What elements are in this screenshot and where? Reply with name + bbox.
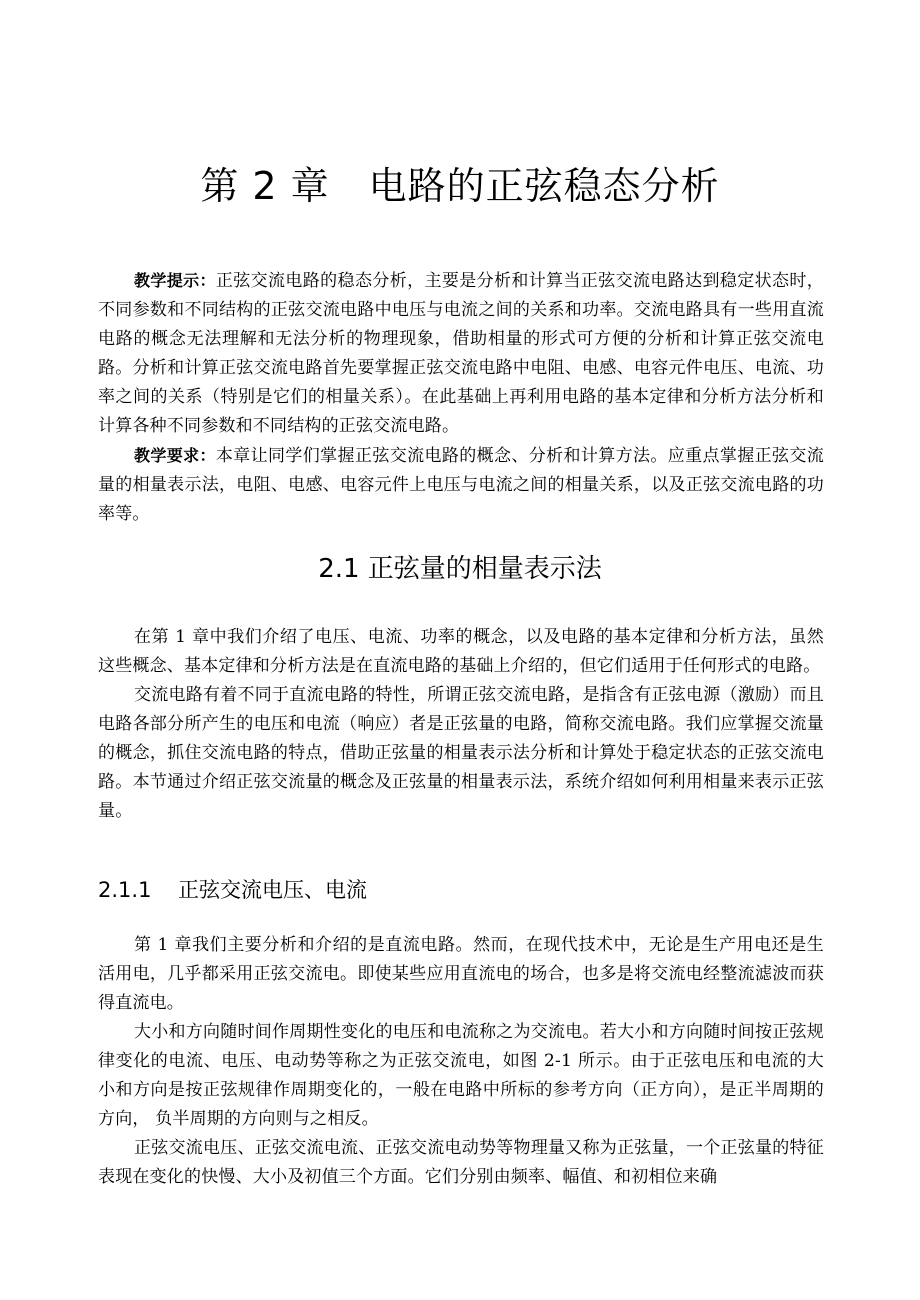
section-2-1-paragraph: 交流电路有着不同于直流电路的特性，所谓正弦交流电路，是指含有正弦电源（激励）而且电路各部分所产生的电压和电流（响应）者是正弦量的电路，简称交流电路。我们应掌握交流量的概念，抓住交流电路的特点，借助正弦量的相量表示法分析和计算处于稳定状态的正弦交流电路。本节通过介绍正弦交流量的概念及正弦量的相量表示法，系统介绍如何利用相量来表示正弦量。 [98,685,824,821]
section-2-1-1-body [98,931,824,1192]
section-2-1-1-paragraph: 第 1 章我们主要分析和介绍的是直流电路。然而，在现代技术中，无论是生产用电还是生活用电，几乎都采用正弦交流电。即使某些应用直流电的场合，也多是将交流电经整流滤波而获得直流电。 [98,935,824,1013]
section-2-1-body [98,623,824,826]
intro-block [98,266,824,529]
subsection-number: 2.1.1 [98,878,152,902]
subsection-heading-text: 正弦交流电压、电流 [178,878,367,902]
teaching-requirement-label: 教学要求： [134,446,216,465]
teaching-hint-text: 正弦交流电路的稳态分析，主要是分析和计算当正弦交流电路达到稳定状态时，不同参数和不同结构的正弦交流电路中电压与电流之间的关系和功率。交流电路具有一些用直流电路的概念无法理解和无法分析的物理现象，借助相量的形式可方便的分析和计算正弦交流电路。分析和计算正弦交流电路首先要掌握正弦交流电路中电阻、电感、电容元件电压、电流、功率之间的关系（特别是它们的相量关系）。在此基础上再利用电路的基本定律和分析方法分析和计算各种不同参数和不同结构的正弦交流电路。 [98,271,824,436]
section-2-1-1-paragraph: 大小和方向随时间作周期性变化的电压和电流称之为交流电。若大小和方向随时间按正弦规律变化的电流、电压、电动势等称之为正弦交流电，如图 2-1 所示。由于正弦电压和电流的大小和方向是按正弦规律作周期变化的，一般在电路中所标的参考方向（正方向），是正半周期的方向， 负半周期的方向则与之相反。 [98,1022,824,1129]
section-2-1-1-paragraph: 正弦交流电压、正弦交流电流、正弦交流电动势等物理量又称为正弦量，一个正弦量的特征表现在变化的快慢、大小及初值三个方面。它们分别由频率、幅值、和初相位来确 [98,1138,824,1187]
teaching-requirement-paragraph [98,441,824,529]
section-2-1-paragraph: 在第 1 章中我们介绍了电压、电流、功率的概念，以及电路的基本定律和分析方法，虽然这些概念、基本定律和分析方法是在直流电路的基础上介绍的，但它们适用于任何形式的电路。 [98,627,824,676]
teaching-hint-label: 教学提示： [134,271,216,290]
section-title-2-1: 2.1 正弦量的相量表示法 [318,554,602,584]
chapter-title: 第 2 章 电路的正弦稳态分析 [200,164,720,208]
teaching-hint-paragraph [98,266,824,441]
teaching-requirement-text: 本章让同学们掌握正弦交流电路的概念、分析和计算方法。应重点掌握正弦交流量的相量表示法，电阻、电感、电容元件上电压与电流之间的相量关系，以及正弦交流电路的功率等。 [98,446,824,524]
subsection-title-2-1-1 [98,875,367,905]
